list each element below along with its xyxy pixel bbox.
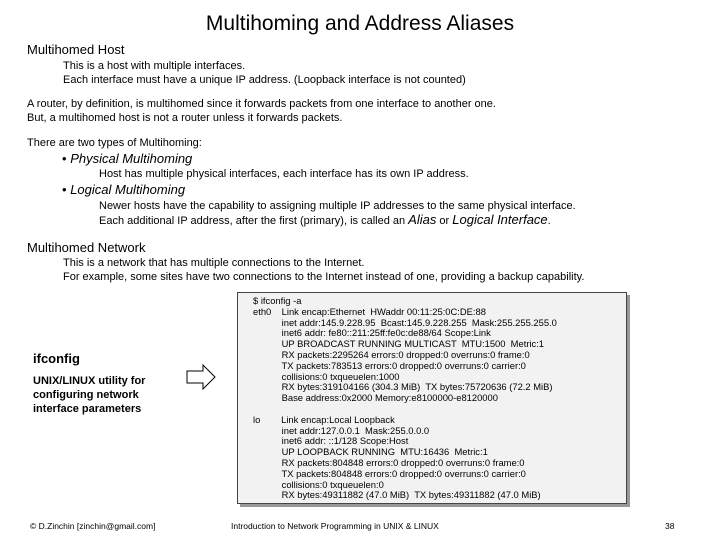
terminal-line: lo Link encap:Local Loopback: [253, 413, 395, 425]
right-arrow-icon: [186, 364, 216, 390]
router-line-1: A router, by definition, is multihomed since it forwards packets from one interface to another one.: [27, 98, 496, 110]
logical-multihoming-item: [62, 182, 185, 197]
ifconfig-desc-1: UNIX/LINUX utility for: [33, 375, 146, 387]
heading-multihomed-host: Multihomed Host: [27, 42, 125, 57]
terminal-line: collisions:0 txqueuelen:1000: [253, 370, 400, 382]
terminal-line: UP BROADCAST RUNNING MULTICAST MTU:1500 Metric:1: [253, 338, 545, 350]
host-line-1: This is a host with multiple interfaces.: [63, 60, 246, 72]
terminal-line: TX packets:783513 errors:0 dropped:0 overruns:0 carrier:0: [253, 359, 526, 371]
bullet-icon: •: [62, 151, 67, 166]
terminal-line: RX bytes:49311882 (47.0 MiB) TX bytes:49311882 (47.0 MiB): [253, 489, 541, 501]
bullet-icon: •: [62, 182, 67, 197]
terminal-line: inet addr:127.0.0.1 Mask:255.0.0.0: [253, 424, 430, 436]
logical-multihoming-desc-2: [99, 213, 551, 228]
terminal-line: collisions:0 txqueuelen:0: [253, 478, 384, 490]
physical-multihoming-item: [62, 151, 192, 166]
terminal-line: inet6 addr: fe80::211:25ff:fe0c:de88/64 Scope:Link: [253, 327, 491, 339]
terminal-line: UP LOOPBACK RUNNING MTU:16436 Metric:1: [253, 446, 488, 458]
heading-multihomed-network: Multihomed Network: [27, 240, 146, 255]
footer-page-number: 38: [665, 521, 675, 531]
ifconfig-desc-3: interface parameters: [33, 403, 142, 415]
terminal-line: inet6 addr: ::1/128 Scope:Host: [253, 435, 409, 447]
terminal-line: TX packets:804848 errors:0 dropped:0 overruns:0 carrier:0: [253, 467, 526, 479]
terminal-line: $ ifconfig -a: [253, 295, 302, 306]
logical-desc-text: Each additional IP address, after the first (primary), is called an: [99, 215, 409, 227]
terminal-line: inet addr:145.9.228.95 Bcast:145.9.228.255 Mask:255.255.255.0: [253, 316, 557, 328]
host-line-2: Each interface must have a unique IP address. (Loopback interface is not counted): [63, 74, 466, 86]
types-intro: There are two types of Multihoming:: [27, 137, 202, 149]
footer-course: Introduction to Network Programming in UNIX & LINUX: [231, 521, 439, 531]
network-line-1: This is a network that has multiple connections to the Internet.: [63, 257, 365, 269]
alias-term: Alias: [408, 212, 437, 227]
or-text: or: [436, 215, 453, 227]
period-text: .: [547, 215, 551, 227]
physical-multihoming-title: Physical Multihoming: [70, 151, 193, 166]
terminal-line: RX packets:804848 errors:0 dropped:0 overruns:0 frame:0: [253, 456, 525, 468]
terminal-line: RX packets:2295264 errors:0 dropped:0 overruns:0 frame:0: [253, 348, 530, 360]
terminal-line: RX bytes:319104166 (304.3 MiB) TX bytes:75720636 (72.2 MiB): [253, 381, 553, 393]
terminal-line: eth0 Link encap:Ethernet HWaddr 00:11:25:0C:DE:88: [253, 305, 486, 317]
logical-interface-term: Logical Interface: [452, 212, 548, 227]
logical-multihoming-title: Logical Multihoming: [70, 182, 186, 197]
terminal-line: Base address:0x2000 Memory:e8100000-e8120000: [253, 392, 498, 404]
ifconfig-heading: ifconfig: [33, 351, 80, 366]
terminal-output: [253, 296, 557, 501]
router-line-2: But, a multihomed host is not a router unless it forwards packets.: [27, 112, 343, 124]
logical-multihoming-desc-1: Newer hosts have the capability to assigning multiple IP addresses to the same physical interface.: [99, 200, 576, 212]
page-title: Multihoming and Address Aliases: [205, 12, 515, 35]
ifconfig-desc-2: configuring network: [33, 389, 139, 401]
physical-multihoming-desc: Host has multiple physical interfaces, each interface has its own IP address.: [99, 168, 469, 180]
footer-author: © D.Zinchin [zinchin@gmail.com]: [30, 521, 156, 531]
network-line-2: For example, some sites have two connections to the Internet instead of one, providing a backup capability.: [63, 271, 585, 283]
